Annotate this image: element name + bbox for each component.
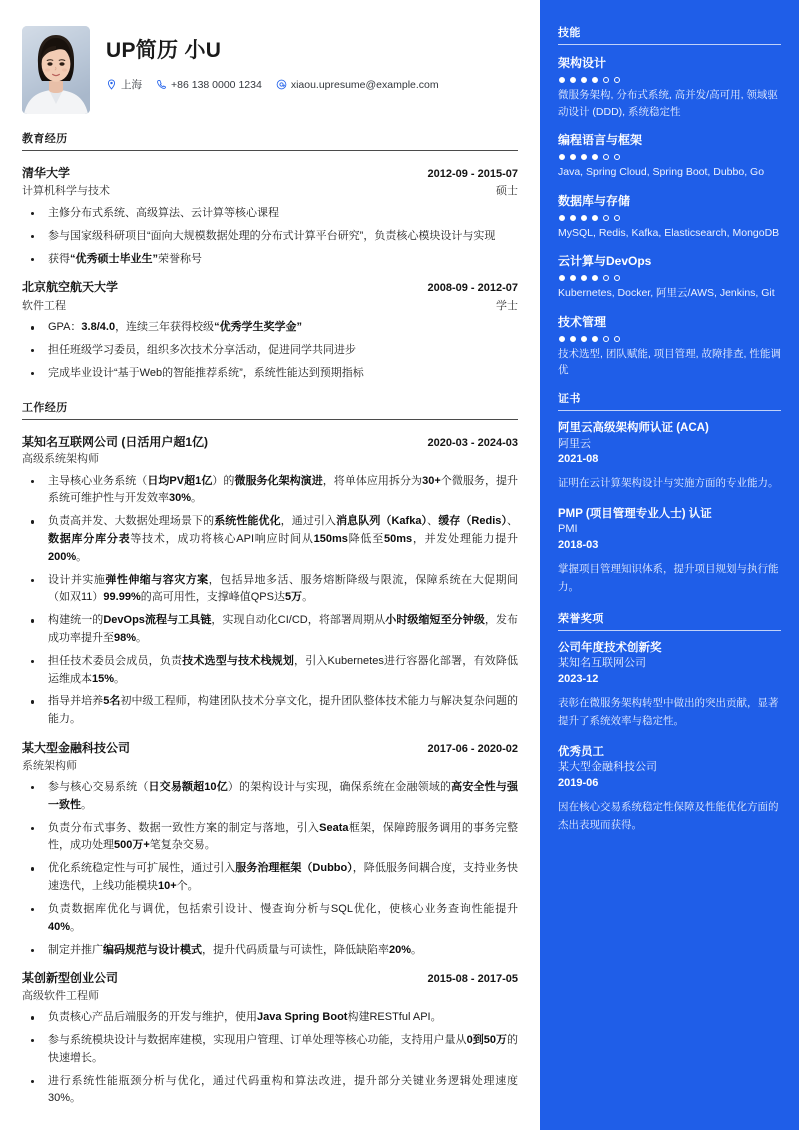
dot-filled	[581, 215, 587, 221]
sidebar-title-skills: 技能	[558, 27, 581, 39]
award-date: 2019-06	[558, 776, 599, 789]
bullet-item: 优化系统稳定性与可扩展性，通过引入服务治理框架（Dubbo），降低服务间耦合度，支持业务快速迭代，上线功能模块10+个。	[22, 860, 518, 896]
bullet-item: 获得“优秀硕士毕业生”荣誉称号	[22, 251, 518, 269]
contact-phone-value: +86 138 0000 1234	[171, 78, 262, 91]
company-name: 某大型金融科技公司	[22, 741, 131, 756]
dot-empty	[614, 154, 620, 160]
dot-empty	[614, 215, 620, 221]
school-name: 北京航空航天大学	[22, 280, 119, 295]
dot-filled	[570, 336, 576, 342]
dot-filled	[592, 275, 598, 281]
bullet-item: 担任班级学习委员，组织多次技术分享活动，促进同学共同进步	[22, 342, 518, 360]
avatar	[22, 26, 90, 114]
location-pin-icon	[106, 79, 117, 90]
contact-phone	[156, 79, 262, 91]
school-name: 清华大学	[22, 166, 71, 180]
section-work	[22, 399, 518, 1109]
dot-filled	[570, 275, 576, 281]
email-at-icon	[276, 79, 287, 90]
bullet-item: 设计并实施弹性伸缩与容灾方案，包括异地多活、服务熔断降级与限流，保障系统在大促期间（如双11）99.99%的高可用性，支撑峰值QPS达5万。	[22, 572, 518, 608]
sidebar-title-certificates: 证书	[558, 393, 581, 406]
work-entry	[22, 964, 518, 1108]
company-name: 某知名互联网公司 (日活用户超1亿)	[22, 434, 209, 449]
dot-filled	[570, 215, 576, 221]
divider	[22, 150, 518, 151]
bullet-item: 负责核心产品后端服务的开发与维护，使用Java Spring Boot构建RESTful API。	[22, 1009, 518, 1027]
entry-date: 2017-06 - 2020-02	[427, 743, 518, 756]
contact-email	[276, 79, 439, 91]
contact-location-value: 上海	[121, 79, 142, 92]
dot-filled	[581, 77, 587, 83]
dot-filled	[559, 215, 565, 221]
skill-group	[558, 192, 781, 242]
dot-filled	[592, 77, 598, 83]
award-issuer: 某知名互联网公司	[558, 657, 646, 670]
certificate-date: 2018-03	[558, 538, 599, 551]
award-item	[558, 744, 781, 835]
entry-date: 2015-08 - 2017-05	[427, 973, 518, 986]
certificate-title: PMP (项目管理专业人士) 认证	[558, 507, 712, 520]
education-list	[22, 159, 518, 383]
dot-empty	[603, 154, 609, 160]
entry-date: 2020-03 - 2024-03	[427, 436, 518, 449]
entry-header	[22, 279, 518, 296]
certificates-list	[558, 420, 781, 597]
education-entry	[22, 273, 518, 382]
entry-header	[22, 970, 518, 987]
entry-header	[22, 434, 518, 451]
skill-keywords: MySQL, Redis, Kafka, Elasticsearch, MongoDB	[558, 226, 780, 239]
skill-level-dots	[559, 154, 781, 160]
certificate-item	[558, 420, 781, 493]
bullet-item: 参与系统模块设计与数据库建模，实现用户管理、订单处理等核心功能，支持用户量从0到50万的快速增长。	[22, 1032, 518, 1068]
bullet-list	[22, 779, 518, 959]
skill-level-dots	[559, 215, 781, 221]
bullet-item: 参与核心交易系统（日交易额超10亿）的架构设计与实现，确保系统在金融领域的高安全性与强一致性。	[22, 779, 518, 815]
company-name: 某创新型创业公司	[22, 971, 119, 986]
degree: 学士	[496, 299, 518, 312]
certificate-description: 掌握项目管理知识体系，提升项目规划与执行能力。	[558, 562, 779, 594]
bullet-item: 制定并推广编码规范与设计模式，提升代码质量与可读性，降低缺陷率20%。	[22, 942, 518, 960]
certificate-issuer: 阿里云	[558, 437, 591, 450]
header-text	[106, 26, 449, 92]
major: 软件工程	[22, 299, 66, 312]
entry-header	[22, 740, 518, 757]
bullet-item: 主导核心业务系统（日均PV超1亿）的微服务化架构演进，将单体应用拆分为30+个微服务，提升系统可维护性与开发效率30%。	[22, 473, 518, 509]
section-title-work: 工作经历	[22, 401, 68, 414]
skill-keywords: 技术选型, 团队赋能, 项目管理, 故障排查, 性能调优	[558, 347, 781, 377]
divider	[22, 419, 518, 420]
contact-row	[106, 77, 449, 92]
dot-filled	[581, 336, 587, 342]
award-description: 因在核心交易系统稳定性保障及性能优化方面的杰出表现而获得。	[558, 800, 779, 832]
job-title: 系统架构师	[22, 759, 77, 772]
major: 计算机科学与技术	[22, 185, 110, 198]
bullet-item: 担任技术委员会成员，负责技术选型与技术栈规划，引入Kubernetes进行容器化部署，有效降低运维成本15%。	[22, 653, 518, 689]
entry-subheader	[22, 182, 518, 200]
dot-filled	[559, 77, 565, 83]
dot-filled	[570, 154, 576, 160]
award-issuer: 某大型金融科技公司	[558, 761, 657, 774]
skills-list	[558, 54, 781, 379]
certificate-date: 2021-08	[558, 453, 599, 466]
contact-location	[106, 77, 142, 92]
skill-level-dots	[559, 336, 781, 342]
award-description: 表彰在微服务架构转型中做出的突出贡献，显著提升了系统效率与稳定性。	[558, 696, 779, 728]
resume-header	[22, 22, 518, 114]
bullet-item: 进行系统性能瓶颈分析与优化，通过代码重构和算法改进，提升部分关键业务逻辑处理速度30%。	[22, 1073, 518, 1109]
bullet-item: 负责分布式事务、数据一致性方案的制定与落地，引入Seata框架，保障跨服务调用的事务完整性，成功处理500万+笔复杂交易。	[22, 820, 518, 856]
sidebar-section-skills	[558, 24, 781, 379]
job-title: 高级系统架构师	[22, 453, 99, 466]
award-title: 优秀员工	[558, 745, 604, 758]
award-date: 2023-12	[558, 672, 599, 685]
award-item	[558, 640, 781, 731]
bullet-item: 主修分布式系统、高级算法、云计算等核心课程	[22, 205, 518, 223]
divider	[558, 410, 781, 411]
skill-name: 云计算与DevOps	[558, 254, 652, 269]
page-title: UP简历 小U	[106, 39, 222, 62]
entry-date: 2012-09 - 2015-07	[427, 168, 518, 180]
section-title-education: 教育经历	[22, 133, 68, 145]
skill-name: 编程语言与框架	[558, 133, 643, 148]
certificate-title: 阿里云高级架构师认证 (ACA)	[558, 422, 709, 435]
bullet-list	[22, 473, 518, 730]
contact-email-value: xiaou.upresume@example.com	[290, 78, 439, 91]
bullet-item: 指导并培养5名初中级工程师，构建团队技术分享文化，提升团队整体技术能力与解决复杂问题的能力。	[22, 693, 518, 729]
skill-keywords: Java, Spring Cloud, Spring Boot, Dubbo, Go	[558, 166, 765, 179]
bullet-item: 参与国家级科研项目“面向大规模数据处理的分布式计算平台研究”，负责核心模块设计与实现	[22, 228, 518, 246]
section-education	[22, 130, 518, 383]
skill-level-dots	[559, 275, 781, 281]
dot-filled	[592, 154, 598, 160]
dot-empty	[614, 77, 620, 83]
skill-name: 数据库与存储	[558, 193, 631, 208]
sidebar	[540, 0, 799, 1130]
entry-header	[22, 165, 518, 182]
skill-name: 架构设计	[558, 56, 607, 70]
skill-group	[558, 54, 781, 120]
divider	[558, 44, 781, 45]
bullet-list	[22, 205, 518, 268]
skill-name: 技术管理	[558, 314, 607, 329]
entry-subheader	[22, 758, 518, 775]
work-list	[22, 428, 518, 1109]
dot-empty	[603, 336, 609, 342]
certificate-issuer: PMI	[558, 523, 578, 536]
dot-empty	[603, 77, 609, 83]
dot-filled	[559, 336, 565, 342]
certificate-item	[558, 506, 781, 597]
bullet-item: 负责高并发、大数据处理场景下的系统性能优化，通过引入消息队列（Kafka）、缓存（Redis）、数据库分库分表等技术，成功将核心API响应时间从150ms降低至50ms，并发处理能力提升200%。	[22, 513, 518, 566]
sidebar-title-awards: 荣誉奖项	[558, 612, 604, 625]
divider	[558, 630, 781, 631]
dot-filled	[592, 336, 598, 342]
sidebar-section-awards	[558, 610, 781, 835]
skill-group	[558, 252, 781, 302]
bullet-item: GPA：3.8/4.0，连续三年获得校级“优秀学生奖学金”	[22, 319, 518, 337]
dot-filled	[581, 154, 587, 160]
education-entry	[22, 159, 518, 268]
award-title: 公司年度技术创新奖	[558, 641, 662, 654]
entry-subheader	[22, 297, 518, 315]
dot-filled	[559, 275, 565, 281]
sidebar-section-certificates	[558, 390, 781, 597]
phone-icon	[156, 79, 167, 90]
entry-subheader	[22, 988, 518, 1005]
skill-keywords: Kubernetes, Docker, 阿里云/AWS, Jenkins, Git	[558, 287, 775, 300]
bullet-item: 完成毕业设计“基于Web的智能推荐系统”，系统性能达到预期指标	[22, 365, 518, 383]
bullet-list	[22, 1009, 518, 1108]
bullet-list	[22, 319, 518, 382]
dot-empty	[603, 215, 609, 221]
dot-filled	[581, 275, 587, 281]
skill-group	[558, 313, 781, 379]
bullet-item: 负责数据库优化与调优，包括索引设计、慢查询分析与SQL优化，使核心业务查询性能提升40%。	[22, 901, 518, 937]
job-title: 高级软件工程师	[22, 989, 99, 1002]
work-entry	[22, 734, 518, 959]
bullet-item: 构建统一的DevOps流程与工具链，实现自动化CI/CD，将部署周期从小时级缩短至分钟级，发布成功率提升至98%。	[22, 612, 518, 648]
awards-list	[558, 640, 781, 835]
skill-keywords: 微服务架构, 分布式系统, 高并发/高可用, 领域驱动设计 (DDD), 系统稳定性	[558, 89, 778, 118]
certificate-description: 证明在云计算架构设计与实施方面的专业能力。	[558, 477, 779, 490]
degree: 硕士	[496, 185, 518, 198]
skill-level-dots	[559, 77, 781, 83]
dot-filled	[592, 215, 598, 221]
dot-empty	[603, 275, 609, 281]
dot-empty	[614, 336, 620, 342]
dot-filled	[570, 77, 576, 83]
work-entry	[22, 428, 518, 729]
dot-empty	[614, 275, 620, 281]
dot-filled	[559, 154, 565, 160]
skill-group	[558, 131, 781, 181]
entry-subheader	[22, 451, 518, 468]
entry-date: 2008-09 - 2012-07	[427, 282, 518, 295]
